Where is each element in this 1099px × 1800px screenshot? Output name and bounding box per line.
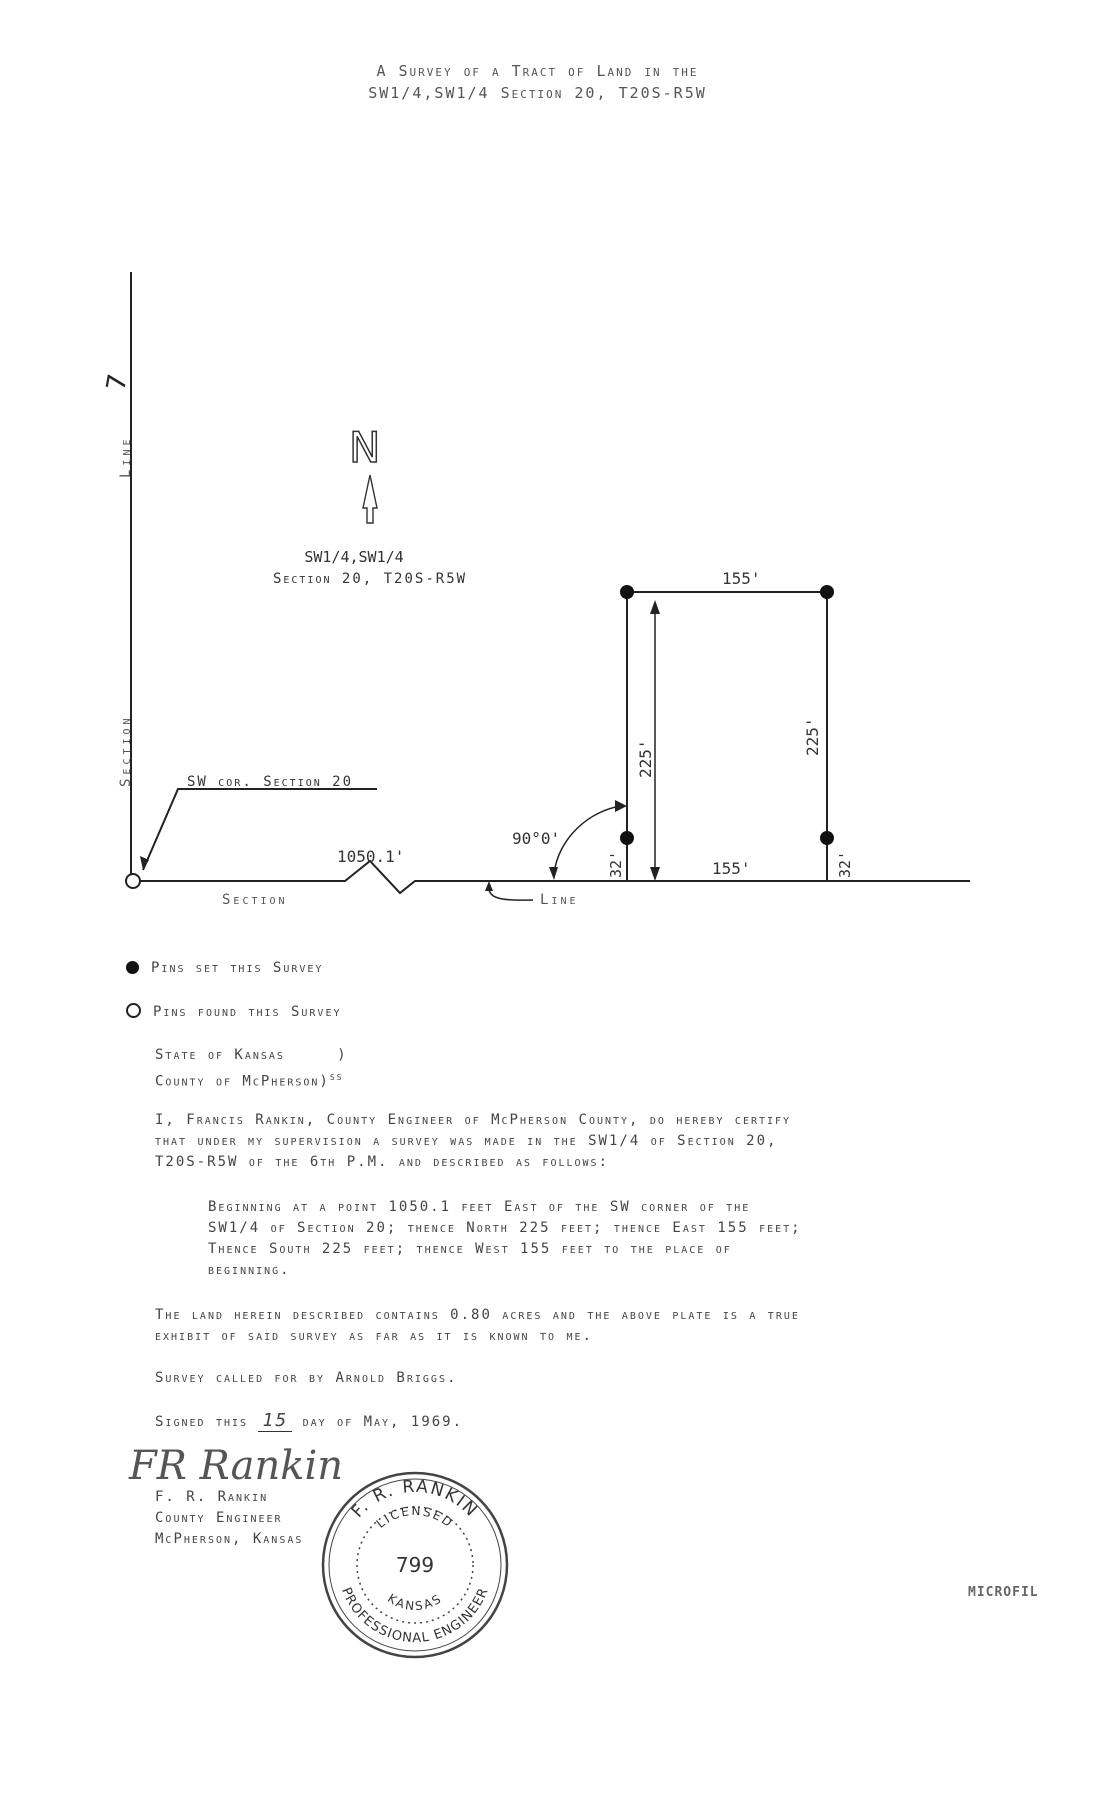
- section-label-vertical: Section: [118, 714, 134, 787]
- acreage-line: exhibit of said survey as far as it is known to me.: [155, 1328, 593, 1344]
- survey-title-line2: SW1/4,SW1/4 Section 20, T20S-R5W: [368, 84, 707, 102]
- distance-label: 1050.1': [337, 847, 405, 866]
- venue-state: State of Kansas ): [155, 1047, 348, 1063]
- corner-label: SW cor. Section 20: [187, 774, 354, 790]
- signed-day: 15: [258, 1410, 292, 1432]
- handwritten-signature: FR Rankin: [129, 1443, 344, 1489]
- area-label-line1: SW1/4,SW1/4: [304, 548, 404, 566]
- right-offset-label: 32': [836, 850, 854, 878]
- area-label-line2: Section 20, T20S-R5W: [272, 571, 468, 587]
- seal-profession: PROFESSIONAL ENGINEER: [338, 1585, 492, 1647]
- acreage-line: The land herein described contains 0.80 acres and the above plate is a true: [155, 1307, 800, 1323]
- open-circle-icon: [126, 1003, 141, 1018]
- engineer-seal: [320, 1470, 510, 1660]
- certification-paragraph: [155, 1110, 791, 1173]
- pin-set-marker: [620, 585, 634, 599]
- called-for-line: Survey called for by Arnold Briggs.: [155, 1370, 458, 1386]
- angle-arc-arrowhead: [549, 867, 558, 880]
- north-arrow-icon: [363, 475, 377, 523]
- pin-found-marker: [126, 874, 140, 888]
- pin-set-marker: [820, 831, 834, 845]
- cert-line: that under my supervision a survey was made in the SW1/4 of Section 20,: [155, 1133, 778, 1149]
- legal-description: [208, 1197, 802, 1281]
- line-label-arrow: [489, 889, 533, 900]
- right-side-dimension-label: 225': [803, 717, 822, 756]
- venue-block: [155, 1045, 348, 1093]
- description-line: Thence South 225 feet; thence West 155 feet to the place of: [208, 1241, 732, 1257]
- signatory-name: F. R. Rankin: [155, 1489, 269, 1505]
- signatory-title: County Engineer: [155, 1510, 283, 1526]
- cert-line: I, Francis Rankin, County Engineer of McPherson County, do hereby certify: [155, 1112, 792, 1128]
- pin-set-marker: [820, 585, 834, 599]
- description-line: Beginning at a point 1050.1 feet East of the SW corner of the: [208, 1199, 751, 1215]
- angle-arc-arrowhead: [615, 800, 627, 812]
- line-label-bottom: Line: [540, 892, 579, 908]
- filled-dot-icon: [126, 961, 139, 974]
- description-line: SW1/4 of Section 20; thence North 225 feet; thence East 155 feet;: [208, 1220, 802, 1236]
- seal-name: F. R. RANKIN: [347, 1476, 483, 1522]
- dimension-arrow-down: [650, 867, 660, 881]
- line-label-arrowhead: [485, 881, 493, 891]
- acreage-paragraph: [155, 1305, 800, 1347]
- north-letter: N: [349, 423, 381, 472]
- signatory-place: McPherson, Kansas: [155, 1531, 304, 1547]
- cert-line: T20S-R5W of the 6th P.M. and described as follows:: [155, 1154, 610, 1170]
- legend-pins-found-label: Pins found this Survey: [153, 1004, 342, 1020]
- left-side-dimension-label: 225': [636, 739, 655, 778]
- signature-block: [124, 1445, 343, 1550]
- top-dimension-label: 155': [722, 569, 761, 588]
- dimension-arrow-up: [650, 600, 660, 614]
- line-label-vertical: Line: [118, 435, 134, 478]
- seal-license-number: 799: [395, 1553, 435, 1577]
- seal-licensed: LICENSED: [373, 1503, 457, 1531]
- description-line: beginning.: [208, 1262, 291, 1278]
- signed-date-line: [155, 1410, 463, 1433]
- pin-set-marker: [620, 831, 634, 845]
- venue-ss: ss: [329, 1070, 344, 1083]
- seal-state: KANSAS: [385, 1591, 445, 1614]
- legend-pins-set: [126, 960, 323, 976]
- survey-title-line1: A Survey of a Tract of Land in the: [376, 62, 699, 80]
- legend-pins-set-label: Pins set this Survey: [151, 960, 324, 976]
- legend-pins-found: [126, 1003, 342, 1020]
- signed-suffix: day of May, 1969.: [302, 1414, 464, 1430]
- handwritten-mark: 7: [101, 371, 134, 394]
- signed-prefix: Signed this: [155, 1414, 249, 1430]
- microfil-stamp: MICROFIL: [968, 1585, 1039, 1600]
- section-label-bottom: Section: [222, 892, 288, 908]
- venue-county: County of McPherson)$^{ss}$: [155, 1070, 344, 1090]
- angle-label: 90°0': [512, 829, 561, 848]
- left-offset-label: 32': [607, 850, 625, 878]
- bottom-dimension-label: 155': [712, 859, 751, 878]
